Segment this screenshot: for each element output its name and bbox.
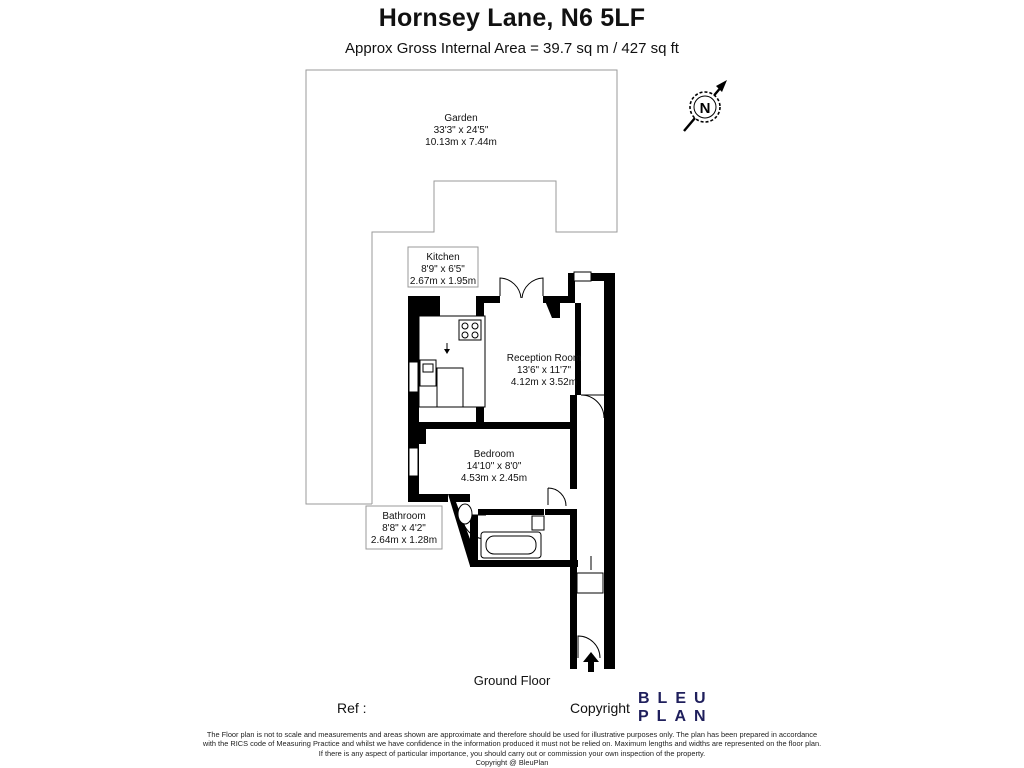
disclaimer-line: The Floor plan is not to scale and measurements and areas shown are approximate and therefore should be used for illustrative purposes only. The plan has been prepared in accordance [206, 730, 818, 739]
kitchen-metric: 2.67m x 1.95m [409, 276, 477, 287]
logo-line-2: PLAN [638, 708, 714, 725]
entrance-arrow [583, 652, 599, 672]
disclaimer [200, 730, 824, 768]
plan-title: Hornsey Lane, N6 5LF [378, 4, 646, 32]
compass-label: N [699, 100, 711, 117]
reception-name: Reception Room [506, 353, 582, 364]
disclaimer-line: with the RICS code of Measuring Practice and whilst we have confidence in the information produced it must not be relied on. Maximum lengths and widths are represented on the floor plan. [202, 739, 822, 749]
disclaimer-line: If there is any aspect of particular importance, you should carry out or commission your own inspection of the property. [318, 748, 706, 758]
garden-imperial: 33'3" x 24'5" [433, 125, 489, 136]
garden-name: Garden [444, 113, 478, 124]
bedroom-metric: 4.53m x 2.45m [460, 473, 528, 484]
bathroom-metric: 2.64m x 1.28m [370, 535, 438, 546]
garden-metric: 10.13m x 7.44m [425, 137, 497, 148]
kitchen-imperial: 8'9" x 6'5" [421, 264, 465, 275]
reception-imperial: 13'6" x 11'7" [516, 365, 572, 376]
reception-metric: 4.12m x 3.52m [510, 377, 578, 388]
ref-label: Ref : [337, 700, 367, 716]
bathroom-name: Bathroom [382, 511, 426, 522]
floor-label: Ground Floor [473, 673, 551, 688]
kitchen-name: Kitchen [426, 252, 460, 263]
disclaimer-line: Copyright @ BleuPlan [475, 758, 549, 768]
area-subtitle: Approx Gross Internal Area = 39.7 sq m / 427 sq ft [345, 40, 679, 57]
bleuplan-logo [638, 690, 714, 726]
logo-line-1: BLEU [638, 690, 714, 707]
compass-icon [684, 80, 727, 131]
bedroom-imperial: 14'10" x 8'0" [466, 461, 522, 472]
bathroom-imperial: 8'8" x 4'2" [382, 523, 426, 534]
copyright-label: Copyright [570, 700, 630, 716]
bedroom-name: Bedroom [473, 449, 515, 460]
